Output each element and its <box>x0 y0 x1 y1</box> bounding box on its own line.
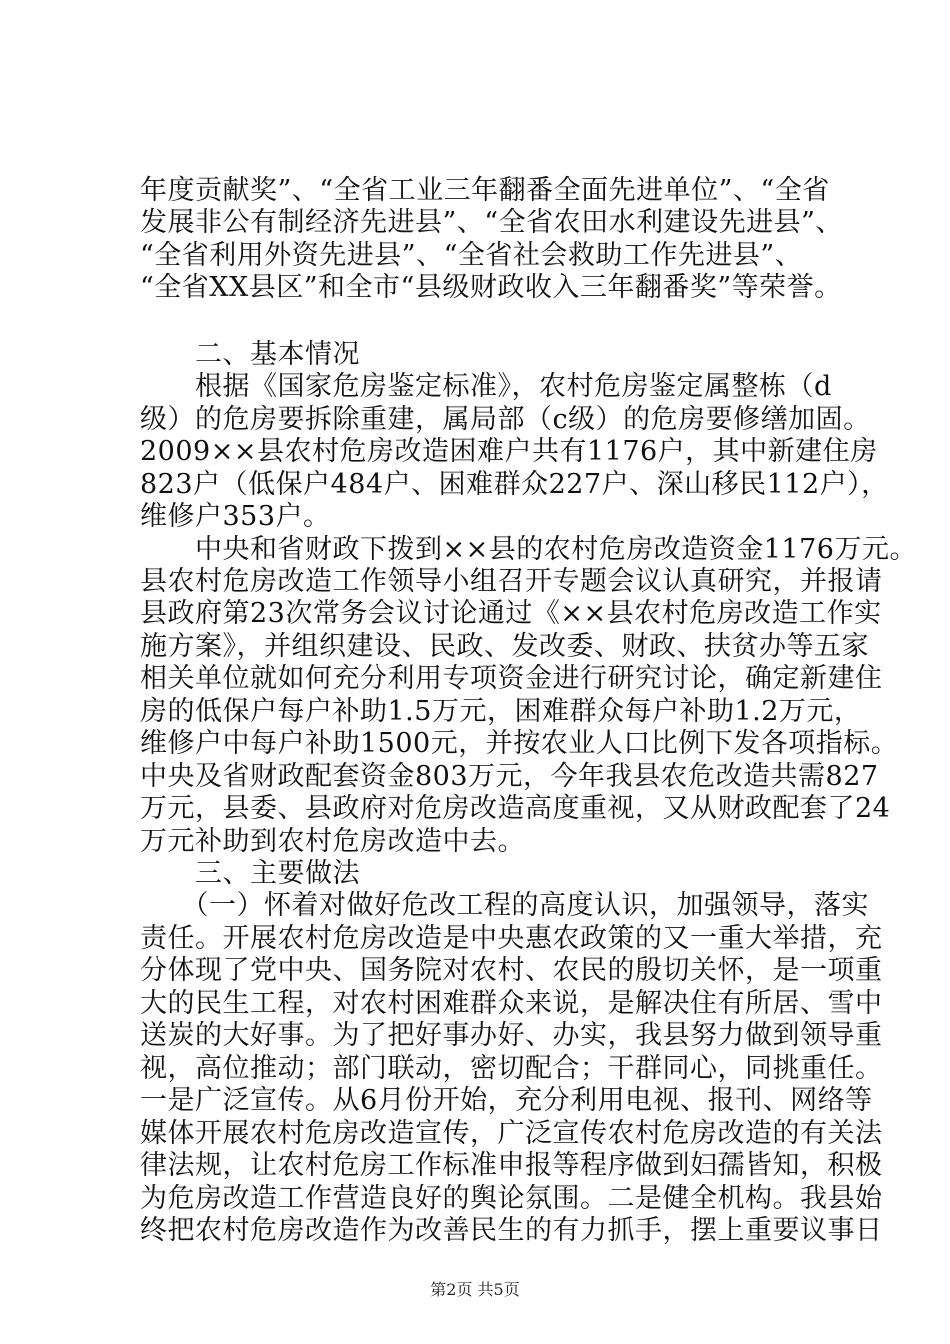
text-line: 房的低保户每户补助1.5万元，困难群众每户补助1.2万元， <box>140 696 862 727</box>
text-line: 律法规，让农村危房工作标准申报等程序做到妇孺皆知，积极 <box>140 1150 883 1181</box>
section-heading: 二、基本情况 <box>140 339 360 370</box>
text-line: 责任。开展农村危房改造是中央惠农政策的又一重大举措，充 <box>140 923 883 954</box>
text-line: 年度贡献奖”、“全省工业三年翻番全面先进单位”、“全省 <box>140 175 830 206</box>
text-line: 施方案》，并组织建设、民政、发改委、财政、扶贫办等五家 <box>140 631 869 662</box>
text-line: 媒体开展农村危房改造宣传，广泛宣传农村危房改造的有关法 <box>140 1118 883 1149</box>
text-line: 823户（低保户484户、困难群众227户、深山移民112户）， <box>140 469 889 500</box>
text-line: 发展非公有制经济先进县”、“全省农田水利建设先进县”、 <box>140 207 843 238</box>
text-line: （一）怀着对做好危改工程的高度认识，加强领导，落实 <box>140 890 869 921</box>
text-line: 2009××县农村危房改造困难户共有1176户，其中新建住房 <box>140 436 878 467</box>
text-line: 中央和省财政下拨到××县的农村危房改造资金1176万元。 <box>140 534 917 565</box>
text-line: 相关单位就如何充分利用专项资金进行研究讨论，确定新建住 <box>140 663 883 694</box>
text-line: 维修户中每户补助1500元，并按农业人口比例下发各项指标。 <box>140 728 899 759</box>
text-line: 级）的危房要拆除重建，属局部（c级）的危房要修缮加固。 <box>140 404 871 435</box>
text-line: 根据《国家危房鉴定标准》，农村危房鉴定属整栋（d <box>140 371 832 402</box>
text-line: 终把农村危房改造作为改善民生的有力抓手，摆上重要议事日 <box>140 1215 883 1246</box>
text-line: “全省XX县区”和全市“县级财政收入三年翻番奖”等荣誉。 <box>140 272 842 303</box>
text-line: 为危房改造工作营造良好的舆论氛围。二是健全机构。我县始 <box>140 1183 883 1214</box>
text-line: 大的民生工程，对农村困难群众来说，是解决住有所居、雪中 <box>140 988 883 1019</box>
text-line: 一是广泛宣传。从6月份开始，充分利用电视、报刊、网络等 <box>140 1085 873 1116</box>
page-footer: 第2页 共5页 <box>430 1280 520 1299</box>
text-line: 分体现了党中央、国务院对农村、农民的殷切关怀，是一项重 <box>140 955 883 986</box>
text-line: 县政府第23次常务会议讨论通过《××县农村危房改造工作实 <box>140 598 882 629</box>
text-line: 送炭的大好事。为了把好事办好、办实，我县努力做到领导重 <box>140 1020 883 1051</box>
text-line: 县农村危房改造工作领导小组召开专题会议认真研究，并报请 <box>140 566 883 597</box>
text-line: “全省利用外资先进县”、“全省社会救助工作先进县”、 <box>140 240 803 271</box>
text-line: 维修户353户。 <box>140 501 331 532</box>
text-line: 万元，县委、县政府对危房改造高度重视，又从财政配套了24 <box>140 793 891 824</box>
text-line: 中央及省财政配套资金803万元，今年我县农危改造共需827 <box>140 761 879 792</box>
text-line: 视，高位推动；部门联动，密切配合；干群同心，同挑重任。 <box>140 1053 883 1084</box>
text-line: 万元补助到农村危房改造中去。 <box>140 826 525 857</box>
section-heading: 三、主要做法 <box>140 858 360 889</box>
